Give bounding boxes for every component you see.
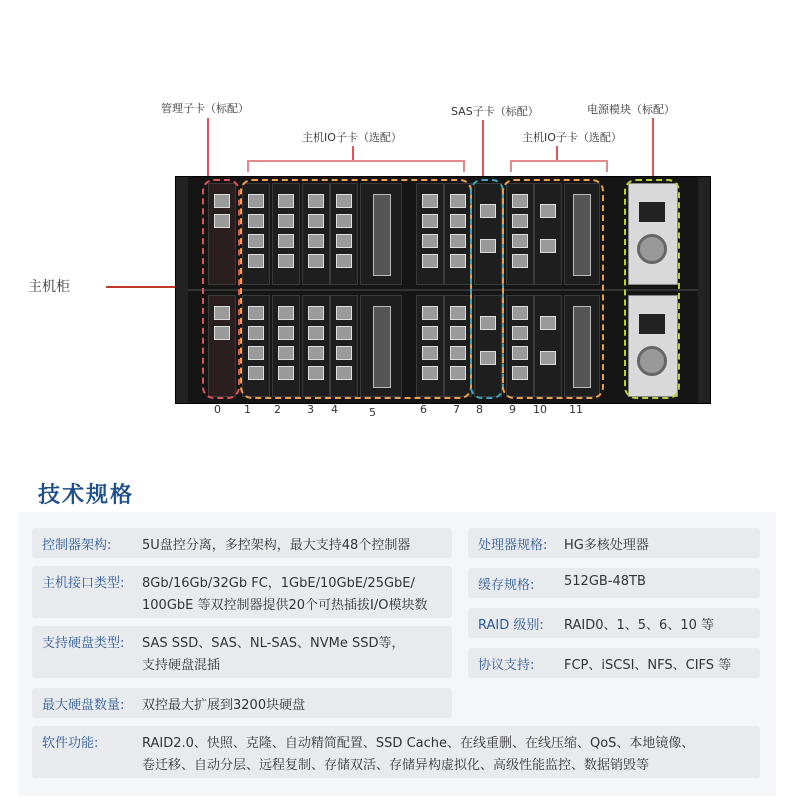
spec-host-interface — [32, 566, 452, 618]
host-io-left-callout: 主机IO子卡（选配） — [302, 131, 402, 144]
slot-number-4: 4 — [331, 403, 338, 416]
spec-value: 双控最大扩展到3200块硬盘 — [142, 698, 306, 713]
spec-key: 处理器规格: — [478, 538, 548, 553]
spec-disk-types — [32, 626, 452, 678]
mgmt-callout-line — [207, 118, 209, 176]
slot-number-1: 1 — [244, 403, 251, 416]
power-highlight — [624, 179, 680, 399]
spec-value-line2: 卷迁移、自动分层、远程复制、存储双活、存储异构虚拟化、高级性能监控、数据销毁等 — [142, 758, 650, 773]
host-io-left-highlight — [240, 179, 472, 399]
spec-value: RAID0、1、5、6、10 等 — [564, 618, 715, 633]
spec-key: 支持硬盘类型: — [42, 636, 125, 651]
spec-value-line2: 支持硬盘混插 — [142, 658, 221, 673]
spec-controller-arch — [32, 528, 452, 558]
slot-number-8: 8 — [476, 403, 483, 416]
spec-key: 软件功能: — [42, 736, 99, 751]
spec-key: 缓存规格: — [478, 578, 535, 593]
spec-processor — [468, 528, 760, 558]
power-callout-line — [652, 118, 654, 176]
slot-number-10: 10 — [533, 403, 547, 416]
slot-number-2: 2 — [274, 403, 281, 416]
spec-key: 主机接口类型: — [42, 576, 125, 591]
power-module-callout: 电源模块（标配） — [587, 103, 675, 116]
mgmt-card-callout: 管理子卡（标配） — [161, 102, 249, 115]
spec-value: 512GB-48TB — [564, 574, 646, 589]
spec-value-line2: 100GbE 等双控制器提供20个可热插拔I/O模块数 — [142, 598, 428, 613]
spec-value: HG多核处理器 — [564, 538, 649, 553]
slot-number-0: 0 — [214, 403, 221, 416]
spec-software — [32, 726, 760, 778]
main-cabinet-label: 主机柜 — [28, 279, 70, 295]
host-io-right-brace — [510, 160, 608, 172]
slot-number-7: 7 — [453, 403, 460, 416]
spec-key: 协议支持: — [478, 658, 535, 673]
spec-key: RAID 级别: — [478, 618, 544, 633]
spec-cache — [468, 568, 760, 598]
spec-raid — [468, 608, 760, 638]
sas-highlight — [470, 179, 504, 399]
slot-number-6: 6 — [420, 403, 427, 416]
spec-key: 控制器架构: — [42, 538, 112, 553]
spec-value: 5U盘控分离，多控架构，最大支持48个控制器 — [142, 538, 411, 553]
section-title: 技术规格 — [38, 483, 135, 508]
spec-value-line1: 8Gb/16Gb/32Gb FC，1GbE/10GbE/25GbE/ — [142, 576, 415, 591]
spec-max-disks — [32, 688, 452, 718]
mgmt-highlight — [202, 179, 240, 399]
spec-value: FCP、iSCSI、NFS、CIFS 等 — [564, 658, 732, 673]
slot-number-11: 11 — [569, 403, 583, 416]
spec-key: 最大硬盘数量: — [42, 698, 125, 713]
left-rack-ear — [176, 177, 188, 403]
spec-protocol — [468, 648, 760, 678]
spec-value-line1: RAID2.0、快照、克隆、自动精简配置、SSD Cache、在线重删、在线压缩、QoS、本地镜像、 — [142, 736, 695, 751]
slot-number-5: 5 — [369, 406, 376, 419]
spec-value-line1: SAS SSD、SAS、NL-SAS、NVMe SSD等， — [142, 636, 405, 651]
slot-number-3: 3 — [307, 403, 314, 416]
sas-card-callout: SAS子卡（标配） — [451, 105, 539, 118]
host-io-left-line — [352, 146, 354, 160]
slot-number-9: 9 — [509, 403, 516, 416]
host-io-right-line — [556, 146, 558, 160]
host-io-right-callout: 主机IO子卡（选配） — [522, 131, 622, 144]
right-rack-ear — [698, 177, 710, 403]
main-cabinet-line — [106, 286, 176, 288]
storage-chassis — [175, 176, 711, 404]
sas-callout-line — [482, 120, 484, 176]
host-io-left-brace — [247, 160, 465, 172]
host-io-right-highlight — [502, 179, 604, 399]
